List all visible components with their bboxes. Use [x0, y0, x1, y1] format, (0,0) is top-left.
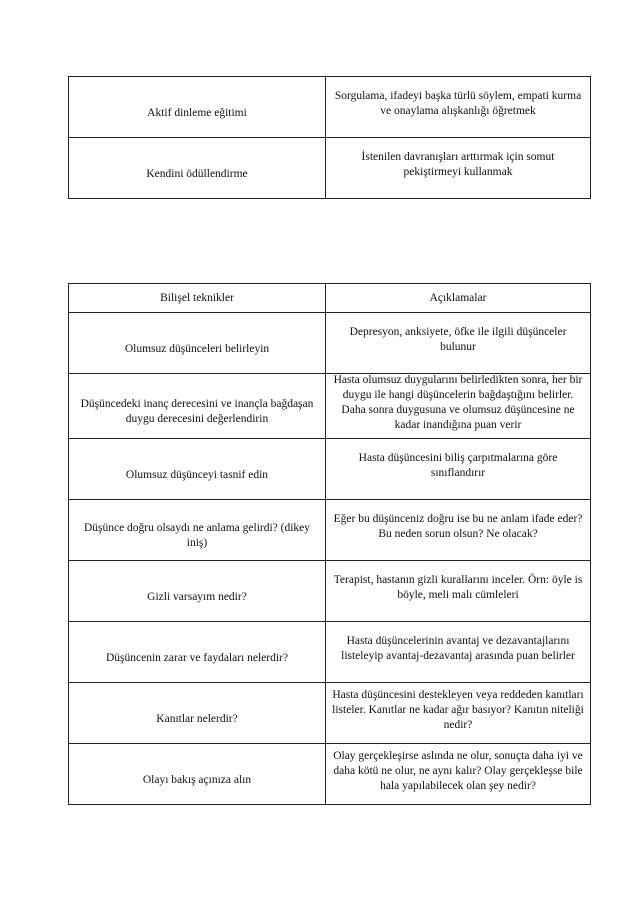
technique-cell: [69, 744, 326, 805]
description-text: Hasta düşüncesini biliş çarpıtmalarına göre sınıflandırır: [358, 452, 558, 479]
table-row: [69, 439, 591, 500]
header-text: Bilişel teknikler: [160, 291, 234, 304]
description-text: Hasta düşüncelerinin avantaj ve dezavantajlarını listeleyip avantaj-dezavantaj arasında puan belirler: [341, 635, 575, 662]
description-text: Sorgulama, ifadeyi başka türlü söylem, empati kurma ve onaylama alışkanlığı öğretmek: [334, 90, 582, 117]
table-row: [69, 500, 591, 561]
technique-text: Kendini ödüllendirme: [146, 167, 248, 180]
techniques-table-continued: [68, 76, 591, 199]
description-text: Hasta düşüncesini destekleyen veya reddeden kanıtları listeler. Kanıtlar ne kadar ağır basıyor? Kanıtın niteliği nedir?: [332, 688, 584, 731]
description-text: Olay gerçekleşirse aslında ne olur, sonuçta daha iyi ve daha kötü ne olur, ne aynı kalır? Olay gerçekleşse bile hala yapılabilecek olan şey nedir?: [333, 749, 583, 792]
technique-text: Düşünce doğru olsaydı ne anlama gelirdi? (dikey iniş): [83, 522, 311, 549]
column-header-descriptions: [326, 284, 591, 313]
description-cell: [326, 744, 591, 805]
header-text: Açıklamalar: [429, 291, 487, 304]
table-row: [69, 374, 591, 439]
technique-cell: [69, 500, 326, 561]
technique-cell: [69, 439, 326, 500]
table-row: [69, 622, 591, 683]
technique-text: Aktif dinleme eğitimi: [147, 106, 247, 119]
description-cell: [326, 622, 591, 683]
technique-cell: [69, 683, 326, 744]
description-text: Eğer bu düşünceniz doğru ise bu ne anlam ifade eder? Bu neden sorun olsun? Ne olacak?: [333, 513, 583, 540]
technique-cell: [69, 374, 326, 439]
technique-text: Gizli varsayım nedir?: [147, 590, 247, 603]
technique-text: Olayı bakış açınıza alın: [142, 773, 252, 786]
description-text: Hasta olumsuz duygularını belirledikten sonra, her bir duygu ile hangi düşüncelerin bağdaştığını belirler. Daha sonra duygusuna ve olumsuz düşüncesine ne kadar inandığına puan verir: [333, 374, 583, 431]
technique-cell: [69, 622, 326, 683]
table-row: [69, 683, 591, 744]
table-row: [69, 138, 591, 199]
description-text: İstenilen davranışları arttırmak için somut pekiştirmeyi kullanmak: [361, 151, 555, 178]
description-cell: [326, 374, 591, 439]
technique-text: Düşüncenin zarar ve faydaları nelerdir?: [106, 651, 288, 664]
table-header-row: [69, 284, 591, 313]
table-row: [69, 561, 591, 622]
description-cell: [326, 439, 591, 500]
description-cell: [326, 561, 591, 622]
description-cell: [326, 313, 591, 374]
description-text: Terapist, hastanın gizli kurallarını inceler. Örn: öyle is böyle, meli malı cümleleri: [333, 574, 583, 601]
description-cell: [326, 138, 591, 199]
technique-cell: [69, 313, 326, 374]
cognitive-techniques-table: [68, 283, 591, 805]
column-header-techniques: [69, 284, 326, 313]
technique-text: Olumsuz düşünceleri belirleyin: [124, 342, 270, 355]
description-cell: [326, 77, 591, 138]
description-text: Depresyon, anksiyete, öfke ile ilgili düşünceler bulunur: [349, 326, 567, 353]
technique-cell: [69, 138, 326, 199]
table-row: [69, 313, 591, 374]
table-row: [69, 744, 591, 805]
technique-cell: [69, 77, 326, 138]
technique-text: Kanıtlar nelerdir?: [156, 712, 238, 725]
description-cell: [326, 683, 591, 744]
technique-cell: [69, 561, 326, 622]
technique-text: Düşüncedeki inanç derecesini ve inançla bağdaşan duygu derecesini değerlendirin: [80, 398, 314, 425]
technique-text: Olumsuz düşünceyi tasnif edin: [125, 468, 269, 481]
description-cell: [326, 500, 591, 561]
table-row: [69, 77, 591, 138]
